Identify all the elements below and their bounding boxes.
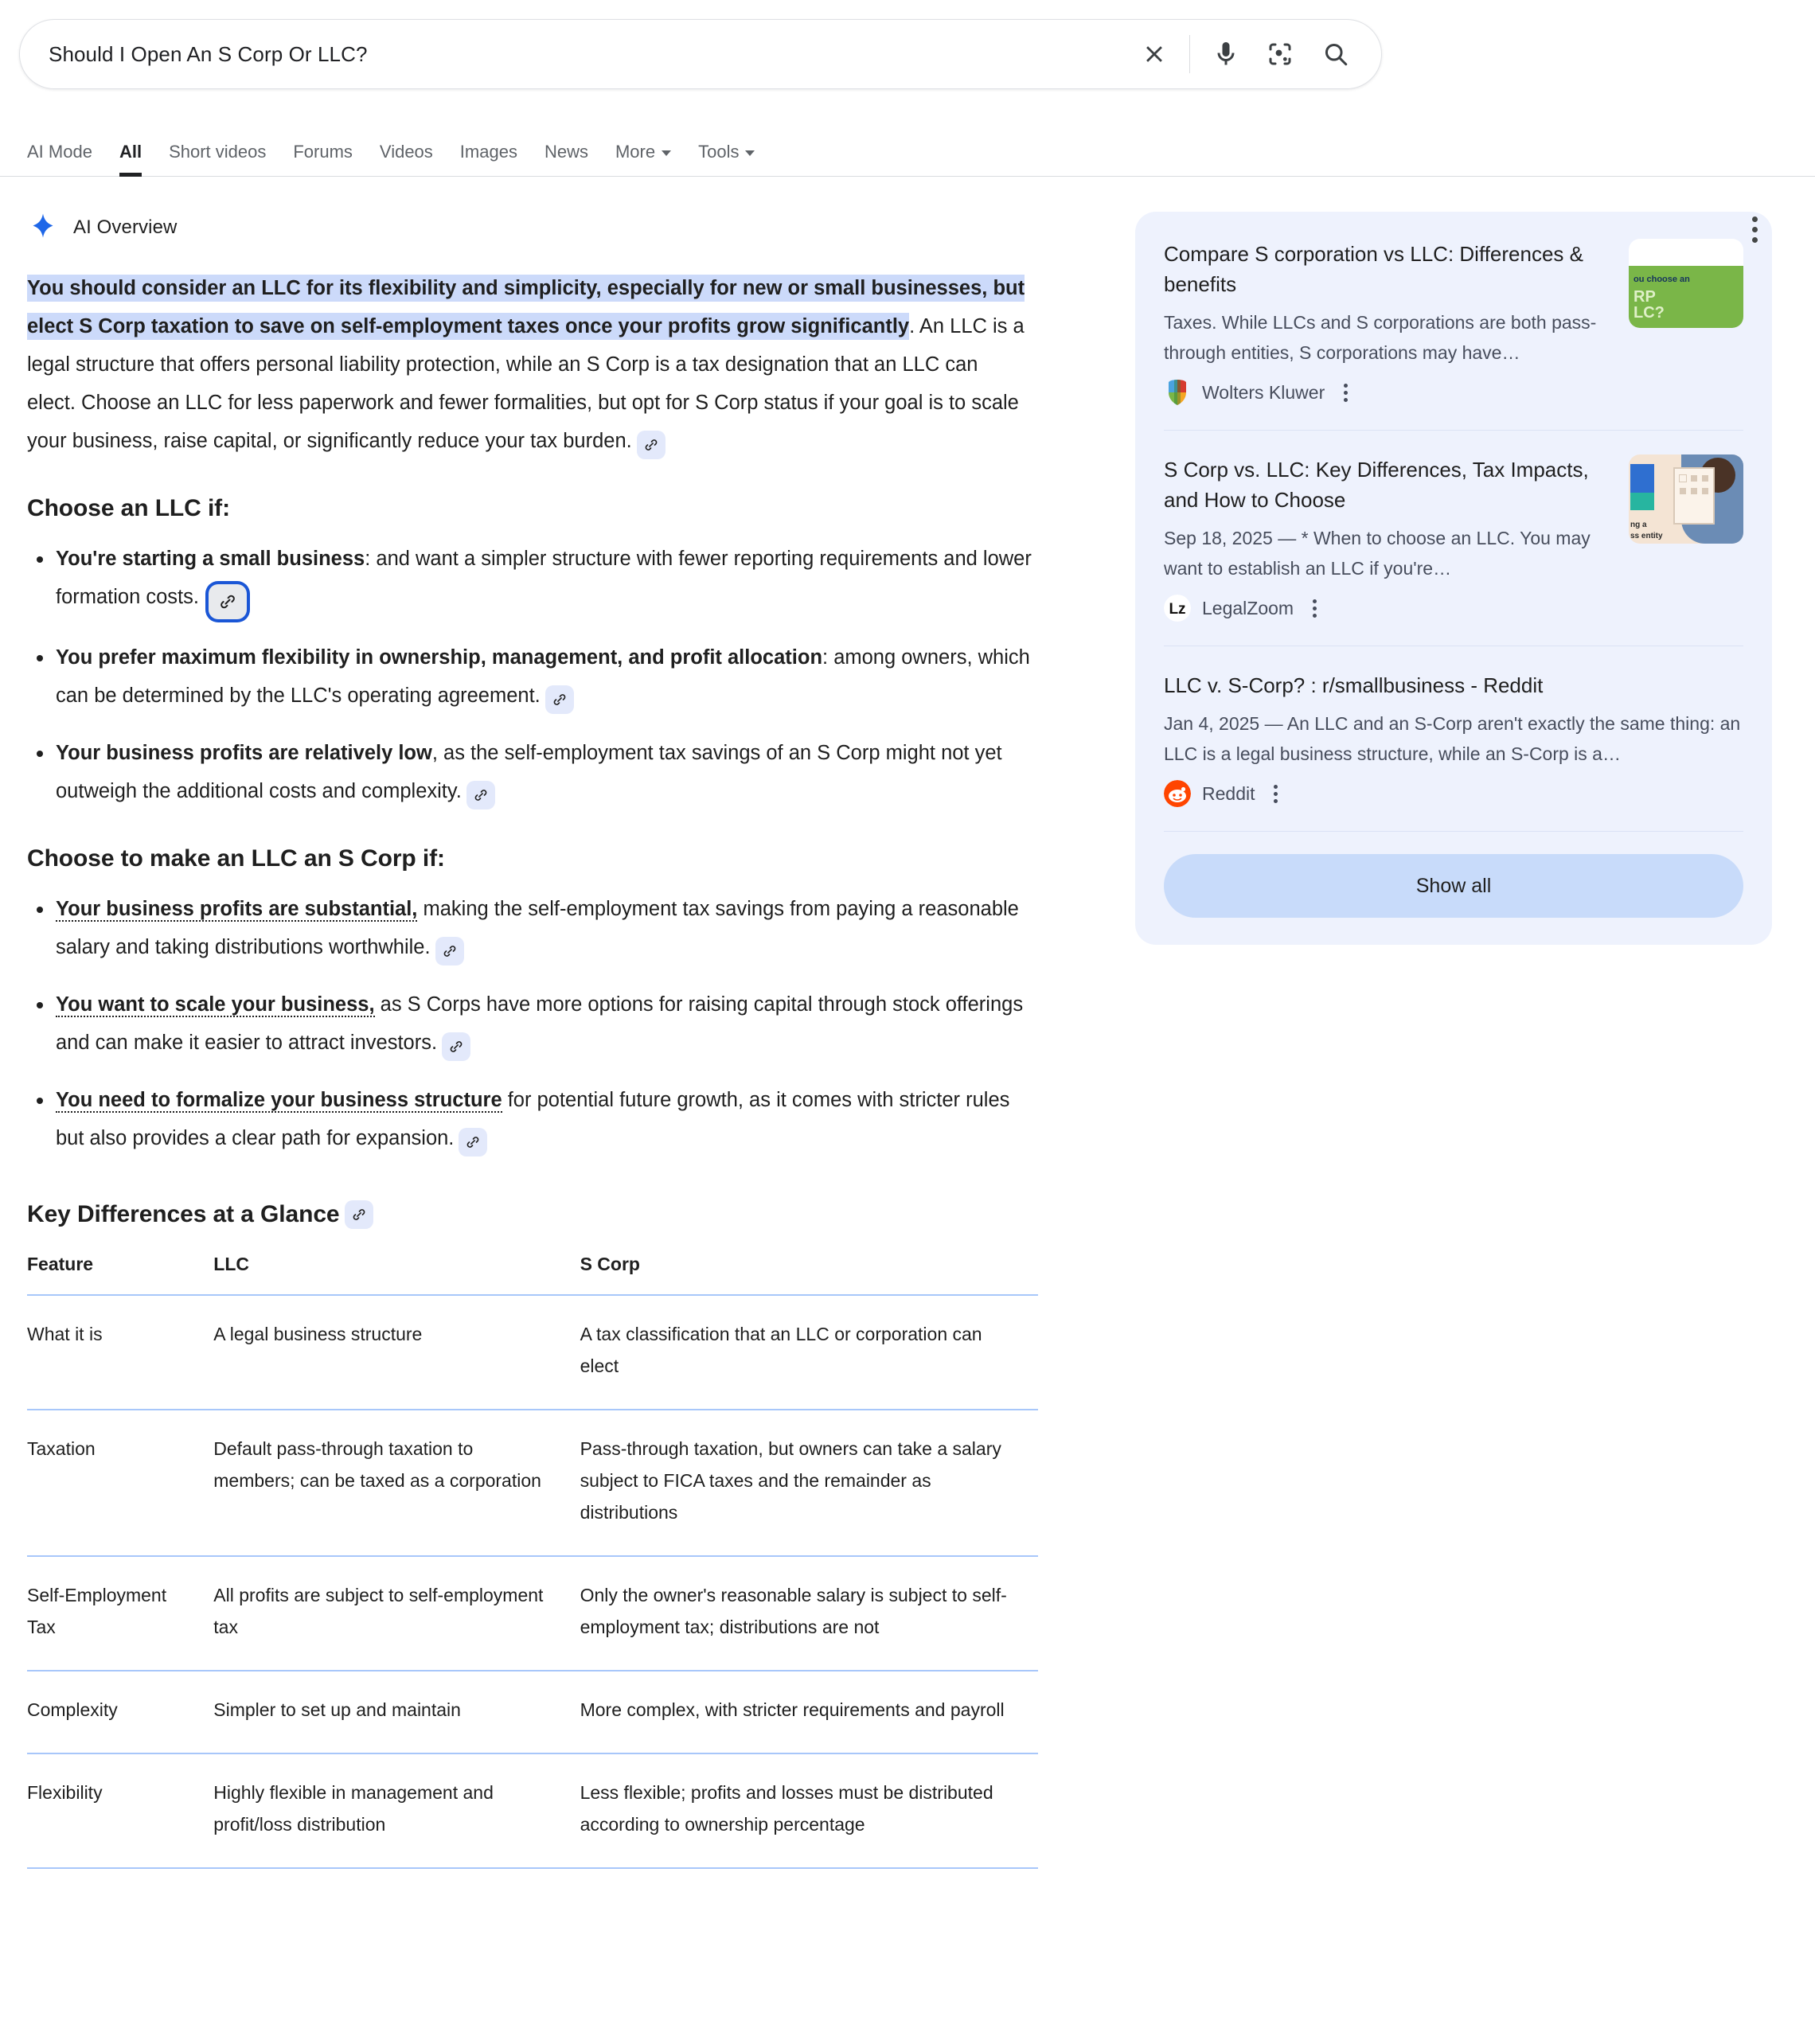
wolters-kluwer-thumbnail: ou choose an RP LC? (1629, 239, 1743, 328)
list-item-body: : among owners, which can be determined by the LLC's operating agreement. (56, 646, 1030, 707)
search-input[interactable]: Should I Open An S Corp Or LLC? (49, 42, 368, 66)
table-cell-llc: Simpler to set up and maintain (213, 1671, 580, 1753)
table-cell-scorp: Only the owner's reasonable salary is subject to self-employment tax; distributions are not (580, 1556, 1038, 1671)
table-cell-feature: Self-Employment Tax (27, 1556, 213, 1671)
source-card-main (1164, 239, 1613, 406)
chevron-down-icon (662, 150, 671, 156)
list-item-lead: You're starting a small business (56, 548, 365, 570)
source-card[interactable] (1164, 454, 1743, 646)
table-row (27, 1753, 1038, 1868)
nav-tab-videos[interactable] (380, 142, 451, 176)
source-card-site-name: LegalZoom (1202, 597, 1294, 618)
table-cell-feature: Taxation (27, 1410, 213, 1556)
ai-sparkle-icon (27, 212, 59, 244)
chevron-down-icon (745, 150, 755, 156)
source-card-snippet: Sep 18, 2025 — * When to choose an LLC. You may want to establish an LLC if you're… (1164, 528, 1591, 579)
nav-tab-label: News (544, 142, 588, 162)
nav-tab-label: Images (459, 142, 517, 162)
more-options-icon[interactable] (1266, 782, 1286, 806)
section-heading-scorp: Choose to make an LLC an S Corp if: (27, 845, 445, 872)
table-row (27, 1556, 1038, 1671)
scorp-criteria-list (27, 890, 1070, 1157)
list-item-lead: Your business profits are relatively low (56, 742, 432, 764)
intro-rest-text: . An LLC is a legal structure that offers personal liability protection, while an S Corp is a tax designation that an LLC can elect. Choose an LLC for less paperwork and fewer formalities, but opt for S Corp status if your goal is to scale your business, raise capital, or significantly reduce your tax burden. (27, 315, 1025, 452)
source-link-icon[interactable] (209, 584, 247, 619)
table-row (27, 1295, 1038, 1410)
list-item-lead: Your business profits are substantial, (56, 898, 418, 920)
sources-panel (1135, 212, 1772, 945)
table-column-header: Feature (27, 1248, 213, 1295)
list-item (27, 734, 1032, 810)
llc-criteria-list (27, 540, 1070, 810)
show-all-button[interactable]: Show all (1164, 854, 1743, 918)
list-item (27, 985, 1032, 1062)
microphone-icon[interactable] (1208, 36, 1244, 72)
reddit-favicon (1164, 780, 1191, 807)
more-options-icon[interactable] (1737, 210, 1772, 248)
more-options-icon[interactable] (1336, 380, 1356, 405)
source-link-icon[interactable] (545, 685, 574, 714)
table-cell-feature: What it is (27, 1295, 213, 1410)
source-card[interactable] (1164, 239, 1743, 431)
nav-tab-label: AI Mode (27, 142, 92, 162)
source-card-snippet: Taxes. While LLCs and S corporations are both pass-through entities, S corporations may have… (1164, 312, 1597, 363)
nav-tab-images[interactable] (460, 142, 536, 176)
ai-overview-header (27, 212, 1070, 244)
source-link-icon[interactable] (345, 1200, 373, 1229)
source-link-icon[interactable] (435, 937, 464, 965)
more-options-icon[interactable] (1305, 596, 1325, 621)
table-cell-llc: A legal business structure (213, 1295, 580, 1410)
key-differences-header (27, 1200, 1070, 1229)
source-card-site-name: Wolters Kluwer (1202, 381, 1325, 403)
list-item-lead: You prefer maximum flexibility in ownership, management, and profit allocation (56, 646, 823, 669)
nav-tab-more[interactable] (615, 142, 689, 176)
nav-tab-label: More (615, 142, 656, 162)
search-nav-tabs (0, 127, 1815, 177)
source-link-icon[interactable] (442, 1032, 470, 1061)
source-card-title[interactable]: S Corp vs. LLC: Key Differences, Tax Impacts, and How to Choose (1164, 458, 1589, 512)
key-differences-table (27, 1248, 1038, 1869)
search-icon[interactable] (1317, 36, 1354, 72)
source-link-icon[interactable] (637, 431, 666, 459)
list-item-lead: You want to scale your business, (56, 993, 375, 1016)
nav-tab-ai-mode[interactable] (27, 142, 111, 176)
source-card-title[interactable]: Compare S corporation vs LLC: Differences & benefits (1164, 242, 1583, 296)
nav-tab-label: Forums (293, 142, 353, 162)
list-item-body: : and want a simpler structure with fewer reporting requirements and lower formation costs. (56, 548, 1032, 608)
table-row (27, 1410, 1038, 1556)
source-card-site-name: Reddit (1202, 782, 1255, 804)
key-differences-title: Key Differences at a Glance (27, 1201, 340, 1227)
table-cell-llc: Highly flexible in management and profit/loss distribution (213, 1753, 580, 1868)
list-item-body: as S Corps have more options for raising capital through stock offerings and can make it easier to attract investors. (56, 993, 1024, 1054)
table-cell-feature: Complexity (27, 1671, 213, 1753)
sources-column (1070, 177, 1770, 1869)
list-item-body: making the self-employment tax savings from paying a reasonable salary and taking distributions worthwhile. (56, 898, 1019, 958)
table-cell-llc: Default pass-through taxation to members; can be taxed as a corporation (213, 1410, 580, 1556)
ai-overview-column (27, 177, 1070, 1869)
highlighted-summary-text: You should consider an LLC for its flexibility and simplicity, especially for new or small businesses, but elect S Corp taxation to save on self-employment taxes once your profits grow significantly (27, 275, 1025, 340)
table-cell-scorp: Less flexible; profits and losses must be distributed according to ownership percentage (580, 1753, 1038, 1868)
source-card-meta (1164, 379, 1613, 406)
legalzoom-thumbnail: ng a ss entity (1629, 454, 1743, 544)
table-cell-scorp: A tax classification that an LLC or corporation can elect (580, 1295, 1038, 1410)
nav-tab-all[interactable] (119, 142, 160, 176)
nav-tab-news[interactable] (544, 142, 607, 176)
source-card-meta (1164, 595, 1613, 622)
close-icon[interactable] (1137, 37, 1172, 72)
wolters-kluwer-favicon (1164, 379, 1191, 406)
ai-overview-title: AI Overview (73, 216, 178, 238)
search-divider (1189, 35, 1190, 73)
source-card-meta (1164, 780, 1743, 807)
nav-tab-label: Videos (379, 142, 433, 162)
legalzoom-favicon (1164, 595, 1191, 622)
table-row (27, 1671, 1038, 1753)
nav-tab-label: Tools (698, 142, 740, 162)
source-link-icon[interactable] (459, 1128, 487, 1157)
table-column-header: S Corp (580, 1248, 1038, 1295)
source-link-icon[interactable] (466, 781, 495, 809)
nav-tab-label: All (119, 142, 142, 162)
list-item (27, 540, 1032, 619)
nav-tab-short-videos[interactable] (169, 142, 284, 176)
nav-tab-forums[interactable] (293, 142, 371, 176)
source-card-snippet: Jan 4, 2025 — An LLC and an S-Corp aren't exactly the same thing: an LLC is a legal business structure, while an S-Corp is a… (1164, 713, 1741, 764)
search-box[interactable] (19, 19, 1382, 89)
google-lens-icon[interactable] (1262, 36, 1298, 72)
source-card-title[interactable]: LLC v. S-Corp? : r/smallbusiness - Reddit (1164, 673, 1544, 697)
source-cards-list (1164, 239, 1743, 832)
list-item (27, 1081, 1032, 1157)
source-card[interactable] (1164, 670, 1743, 832)
table-cell-scorp: More complex, with stricter requirements and payroll (580, 1671, 1038, 1753)
nav-tab-tools[interactable] (698, 142, 773, 176)
table-column-header: LLC (213, 1248, 580, 1295)
source-card-main (1164, 454, 1613, 622)
list-item-body: for potential future growth, as it comes with stricter rules but also provides a clear path for expansion. (56, 1089, 1010, 1149)
ai-overview-intro-paragraph (27, 269, 1032, 460)
section-heading-llc: Choose an LLC if: (27, 495, 230, 521)
search-header (0, 0, 1815, 89)
table-header-row (27, 1248, 1038, 1295)
list-item-lead: You need to formalize your business structure (56, 1089, 502, 1111)
table-cell-feature: Flexibility (27, 1753, 213, 1868)
source-card-main (1164, 670, 1743, 807)
table-body (27, 1295, 1038, 1868)
nav-tab-label: Short videos (169, 142, 267, 162)
list-item (27, 638, 1032, 715)
svg-text:Lz: Lz (1169, 601, 1186, 618)
results-layout (0, 177, 1815, 1869)
table-cell-scorp: Pass-through taxation, but owners can take a salary subject to FICA taxes and the remainder as distributions (580, 1410, 1038, 1556)
table-cell-llc: All profits are subject to self-employment tax (213, 1556, 580, 1671)
list-item-body: , as the self-employment tax savings of an S Corp might not yet outweigh the additional costs and complexity. (56, 742, 1002, 802)
list-item (27, 890, 1032, 966)
